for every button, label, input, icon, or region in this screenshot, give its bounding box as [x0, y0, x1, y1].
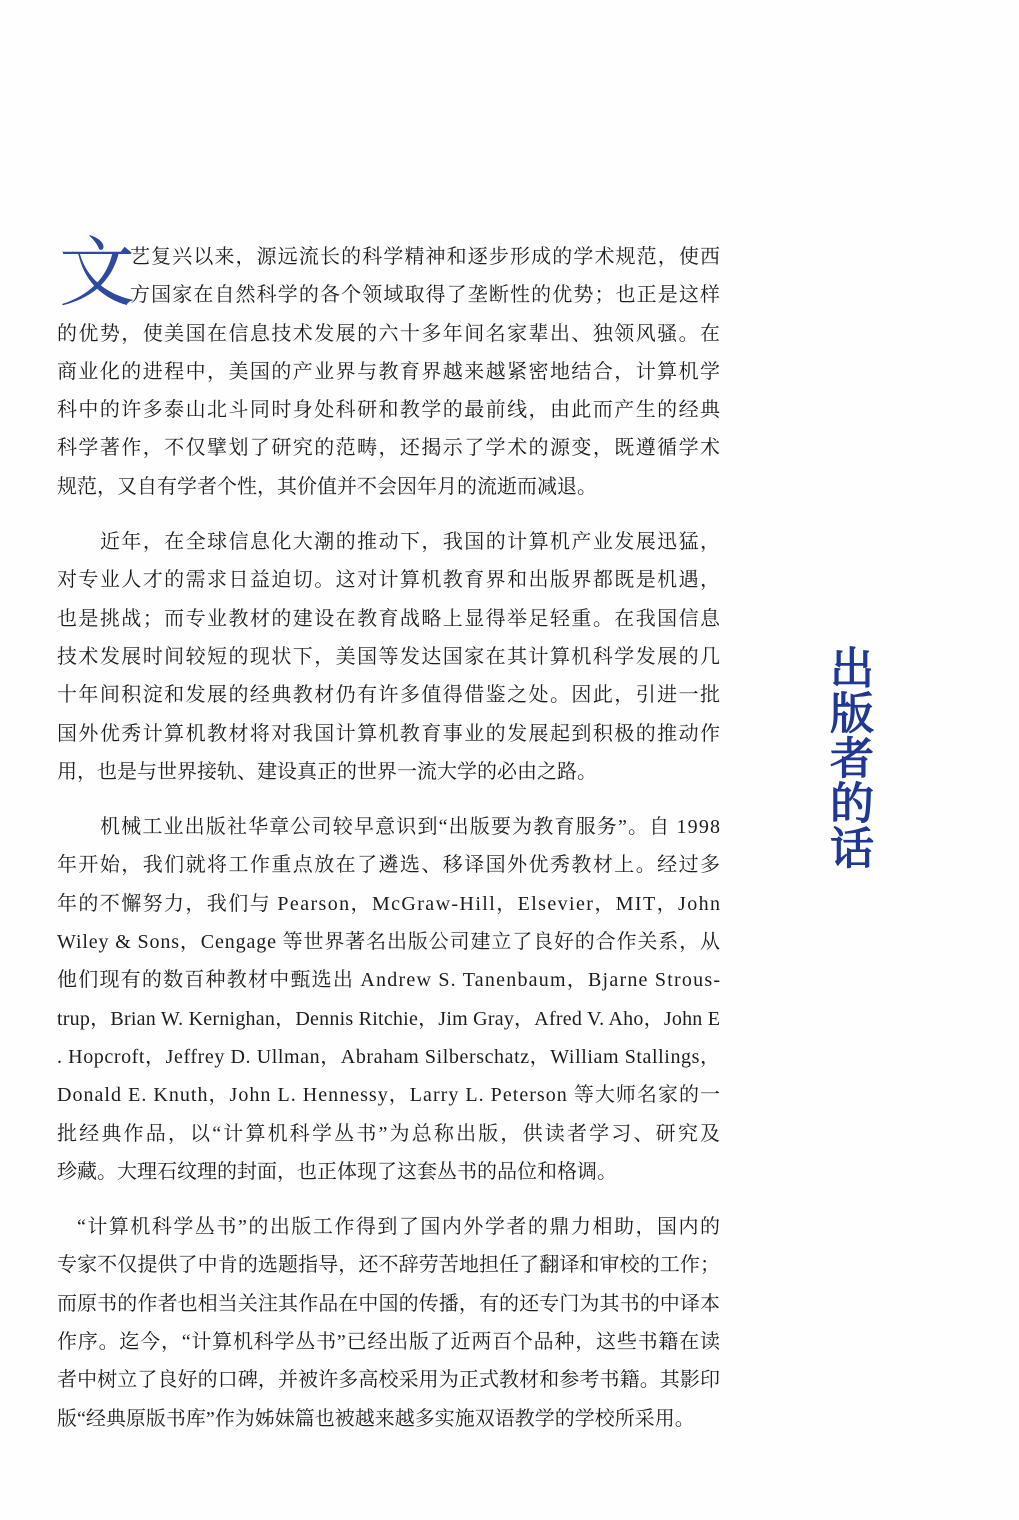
paragraph-1 — [57, 238, 720, 506]
text-line: 他们现有的数百种教材中甄选出 Andrew S. Tanenbaum，Bjarne Strous- — [57, 969, 722, 992]
paragraph-2 — [57, 523, 720, 791]
text-line: 十年间积淀和发展的经典教材仍有许多值得借鉴之处。因此，引进一批 — [57, 684, 722, 707]
text-line: 技术发展时间较短的现状下，美国等发达国家在其计算机科学发展的几 — [57, 645, 722, 668]
text-line: 年开始，我们就将工作重点放在了遴选、移译国外优秀教材上。经过多 — [57, 854, 722, 877]
text-line: 也是挑战；而专业教材的建设在教育战略上显得举足轻重。在我国信息 — [57, 607, 722, 630]
text-line: 规范，又自有学者个性，其价值并不会因年月的流逝而减退。 — [57, 475, 597, 498]
text-line: 科中的许多泰山北斗同时身处科研和教学的最前线，由此而产生的经典 — [57, 399, 722, 422]
text-line: 年的不懈努力，我们与 Pearson，McGraw-Hill，Elsevier，MIT，John — [57, 892, 722, 915]
text-line: 对专业人才的需求日益迫切。这对计算机教育界和出版界都既是机遇， — [57, 569, 722, 592]
text-line: 珍藏。大理石纹理的封面，也正体现了这套丛书的品位和格调。 — [57, 1160, 617, 1183]
text-line: 艺复兴以来，源远流长的科学精神和逐步形成的学术规范，使西 — [130, 246, 722, 268]
drop-cap: 文 — [59, 228, 135, 317]
text-line: 国外优秀计算机教材将对我国计算机教育事业的发展起到积极的推动作 — [57, 722, 722, 745]
text-line: Donald E. Knuth，John L. Hennessy，Larry L. Peterson 等大师名家的一 — [57, 1084, 722, 1107]
paragraph-4 — [57, 1208, 720, 1438]
text-line: 版“经典原版书库”作为姊妹篇也被越来越多实施双语教学的学校所采用。 — [57, 1407, 695, 1430]
text-line: trup，Brian W. Kernighan，Dennis Ritchie，Jim Gray，Afred V. Aho，John E — [57, 1007, 721, 1030]
text-line: 机械工业出版社华章公司较早意识到“出版要为教育服务”。自 1998 — [100, 816, 722, 839]
text-line: 批经典作品，以“计算机科学丛书”为总称出版，供读者学习、研究及 — [57, 1122, 723, 1145]
text-line: 者中树立了良好的口碑，并被许多高校采用为正式教材和参考书籍。其影印 — [57, 1369, 721, 1392]
text-line: Wiley & Sons，Cengage 等世界著名出版公司建立了良好的合作关系，从 — [57, 931, 721, 954]
text-line: 用，也是与世界接轨、建设真正的世界一流大学的必由之路。 — [57, 760, 597, 783]
text-line: . Hopcroft，Jeffrey D. Ullman，Abraham Silberschatz，William Stallings， — [57, 1045, 721, 1068]
text-line: “计算机科学丛书”的出版工作得到了国内外学者的鼎力相助，国内的 — [77, 1216, 722, 1239]
text-line: 的优势，使美国在信息技术发展的六十多年间名家辈出、独领风骚。在 — [57, 322, 722, 345]
text-line: 商业化的进程中，美国的产业界与教育界越来越紧密地结合，计算机学 — [57, 360, 722, 383]
body-text — [57, 238, 723, 1455]
text-line: 近年，在全球信息化大潮的推动下，我国的计算机产业发展迅猛， — [100, 531, 722, 554]
text-line: 而原书的作者也相当关注其作品在中国的传播，有的还专门为其书的中译本 — [57, 1292, 721, 1315]
text-line: 科学著作，不仅擘划了研究的范畴，还揭示了学术的源变，既遵循学术 — [57, 437, 722, 460]
text-line: 作序。迄今，“计算机科学丛书”已经出版了近两百个品种，这些书籍在读 — [57, 1331, 721, 1354]
text-line: 方国家在自然科学的各个领域取得了垄断性的优势；也正是这样 — [130, 284, 722, 307]
paragraph-3 — [57, 808, 723, 1191]
text-line: 专家不仅提供了中肯的选题指导，还不辞劳苦地担任了翻译和审校的工作； — [57, 1254, 721, 1277]
section-title-vertical: 出版者的话 — [822, 645, 873, 870]
